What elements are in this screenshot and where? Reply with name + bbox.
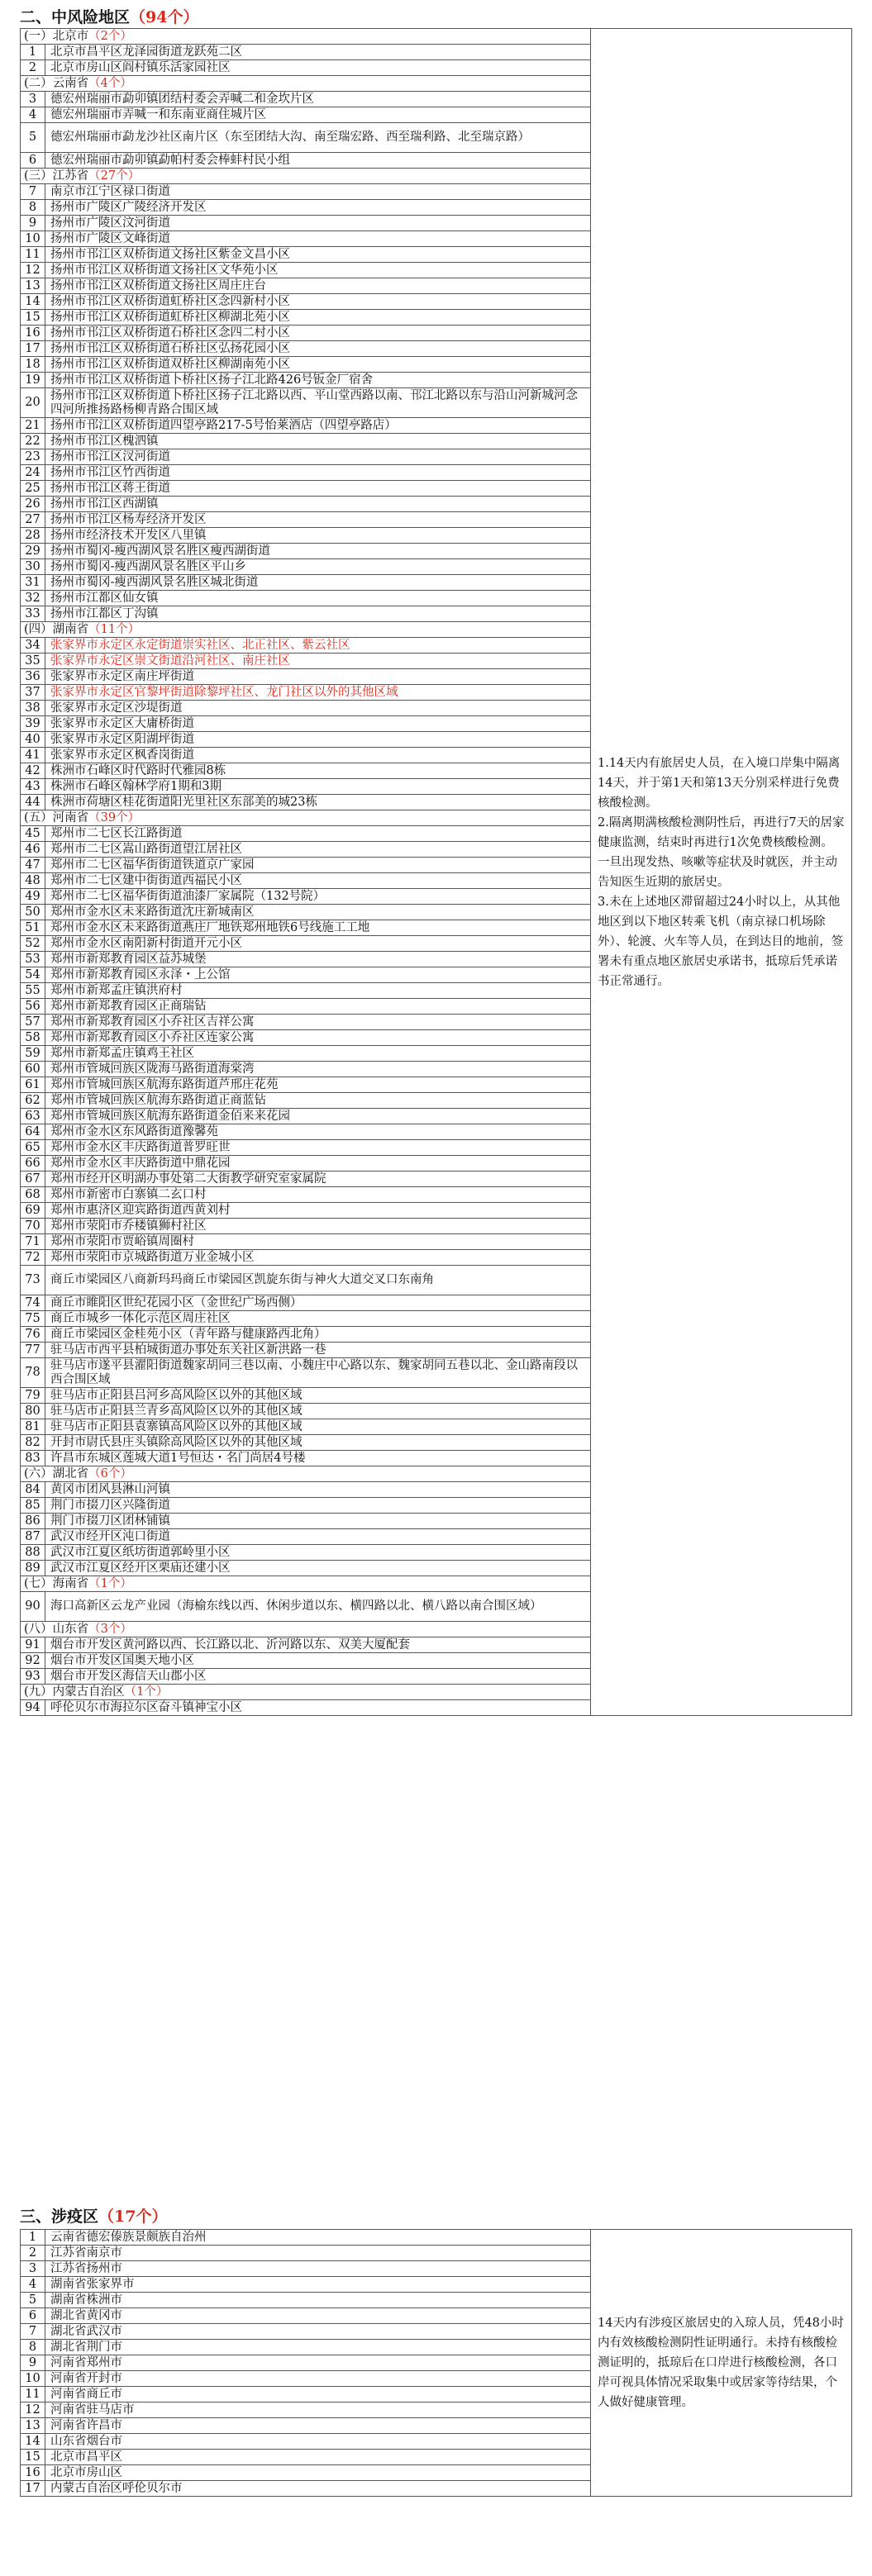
- area-name: 山东省烟台市: [45, 2434, 591, 2450]
- area-name: 扬州市江都区仙女镇: [45, 591, 591, 606]
- row-number: 33: [21, 606, 45, 622]
- row-number: 84: [21, 1482, 45, 1498]
- area-name: 张家界市永定区大庸桥街道: [45, 716, 591, 732]
- area-name: 郑州市金水区未来路街道燕庄厂地铁郑州地铁6号线施工工地: [45, 920, 591, 936]
- row-number: 35: [21, 654, 45, 669]
- row-number: 30: [21, 559, 45, 575]
- row-number: 78: [21, 1358, 45, 1388]
- row-number: 3: [21, 92, 45, 107]
- area-name: 郑州市金水区丰庆路街道普罗旺世: [45, 1140, 591, 1156]
- area-name: 武汉市经开区沌口街道: [45, 1529, 591, 1545]
- policy-note: 2.隔离期满核酸检测阴性后，再进行7天的居家健康监测，结束时再进行1次免费核酸检测。一旦出现发热、咳嗽等症状及时就医，并主动告知医生近期的旅居史。: [598, 815, 845, 889]
- row-number: 89: [21, 1561, 45, 1576]
- area-name: 郑州市新郑孟庄镇洪府村: [45, 983, 591, 999]
- area-name: 商丘市城乡一体化示范区周庄社区: [45, 1311, 591, 1327]
- area-name: 扬州市广陵区文峰街道: [45, 231, 591, 247]
- row-number: 8: [21, 2340, 45, 2355]
- group-count: （11个）: [88, 622, 141, 636]
- area-name: 驻马店市正阳县吕河乡高风险区以外的其他区域: [45, 1388, 591, 1404]
- row-number: 65: [21, 1140, 45, 1156]
- area-name: 张家界市永定区沙堤街道: [45, 701, 591, 716]
- area-name: 荆门市掇刀区兴隆街道: [45, 1498, 591, 1514]
- row-number: 49: [21, 889, 45, 905]
- group-header: [21, 1576, 591, 1592]
- area-name: 张家界市永定区崇文街道沿河社区、南庄社区: [45, 654, 591, 669]
- row-number: 47: [21, 858, 45, 873]
- area-name: 北京市房山区阎村镇乐活家园社区: [45, 60, 591, 76]
- area-name: 株洲市石峰区翰林学府1期和3期: [45, 779, 591, 795]
- row-number: 31: [21, 575, 45, 591]
- row-number: 12: [21, 263, 45, 278]
- row-number: 83: [21, 1451, 45, 1466]
- group-header: [21, 29, 591, 45]
- row-number: 4: [21, 2277, 45, 2293]
- row-number: 13: [21, 278, 45, 294]
- row-number: 45: [21, 826, 45, 842]
- group-count: （1个）: [124, 1685, 169, 1699]
- area-name: 湖北省黄冈市: [45, 2308, 591, 2324]
- group-header: [21, 622, 591, 638]
- group-label: (九）内蒙古自治区: [24, 1685, 125, 1699]
- row-number: 70: [21, 1219, 45, 1234]
- area-name: 扬州市邗江区蒋王街道: [45, 481, 591, 497]
- row-number: 15: [21, 2450, 45, 2465]
- area-name: 河南省商丘市: [45, 2387, 591, 2403]
- area-name: 扬州市邗江区双桥街道双桥社区柳湖南苑小区: [45, 357, 591, 373]
- row-number: 41: [21, 748, 45, 763]
- row-number: 7: [21, 184, 45, 200]
- area-name: 扬州市邗江区槐泗镇: [45, 434, 591, 449]
- row-number: 3: [21, 2261, 45, 2277]
- row-number: 12: [21, 2403, 45, 2418]
- area-name: 郑州市新密市白寨镇二玄口村: [45, 1187, 591, 1203]
- row-number: 67: [21, 1172, 45, 1187]
- row-number: 29: [21, 544, 45, 559]
- group-count: （6个）: [88, 1466, 132, 1480]
- area-name: 扬州市经济技术开发区八里镇: [45, 528, 591, 544]
- epidemic-title: 三、涉疫区: [20, 2208, 99, 2226]
- area-name: 河南省开封市: [45, 2371, 591, 2387]
- mid-risk-section-title: [20, 5, 198, 27]
- mid-risk-title: 二、中风险地区: [20, 8, 131, 26]
- group-count: （3个）: [88, 1622, 132, 1636]
- row-number: 88: [21, 1545, 45, 1561]
- row-number: 68: [21, 1187, 45, 1203]
- group-header-row: [21, 29, 852, 45]
- area-name: 开封市尉氏县庄头镇除高风险区以外的其他区域: [45, 1435, 591, 1451]
- row-number: 21: [21, 418, 45, 434]
- row-number: 17: [21, 341, 45, 357]
- row-number: 22: [21, 434, 45, 449]
- area-name: 郑州市管城回族区陇海马路街道海棠湾: [45, 1062, 591, 1077]
- area-name: 张家界市永定区阳湖坪街道: [45, 732, 591, 748]
- area-name: 郑州市二七区福华街街道油漆厂家属院（132号院）: [45, 889, 591, 905]
- row-number: 85: [21, 1498, 45, 1514]
- row-number: 52: [21, 936, 45, 952]
- row-number: 50: [21, 905, 45, 920]
- row-number: 42: [21, 763, 45, 779]
- area-name: 湖南省张家界市: [45, 2277, 591, 2293]
- row-number: 26: [21, 497, 45, 512]
- group-label: (五）河南省: [24, 810, 89, 825]
- row-number: 76: [21, 1327, 45, 1343]
- area-name: 武汉市江夏区经开区栗庙还建小区: [45, 1561, 591, 1576]
- row-number: 53: [21, 952, 45, 967]
- row-number: 27: [21, 512, 45, 528]
- row-number: 87: [21, 1529, 45, 1545]
- area-name: 扬州市江都区丁沟镇: [45, 606, 591, 622]
- row-number: 13: [21, 2418, 45, 2434]
- area-name: 湖北省武汉市: [45, 2324, 591, 2340]
- row-number: 36: [21, 669, 45, 685]
- row-number: 46: [21, 842, 45, 858]
- area-name: 德宏州瑞丽市弄喊一和东南亚商住城片区: [45, 107, 591, 123]
- group-label: (六）湖北省: [24, 1466, 89, 1480]
- area-name: 扬州市广陵区广陵经济开发区: [45, 200, 591, 216]
- area-name: 荆门市掇刀区团林铺镇: [45, 1514, 591, 1529]
- area-name: 商丘市梁园区八商新玛玛商丘市梁园区凯旋东街与神火大道交叉口东南角: [45, 1266, 591, 1295]
- row-number: 14: [21, 294, 45, 310]
- area-name: 湖北省荆门市: [45, 2340, 591, 2355]
- row-number: 9: [21, 2355, 45, 2371]
- epidemic-section-title: [20, 2204, 167, 2227]
- area-name: 内蒙古自治区呼伦贝尔市: [45, 2481, 591, 2497]
- group-header: [21, 810, 591, 826]
- group-header: [21, 169, 591, 184]
- area-name: 郑州市管城回族区航海东路街道正商蓝钻: [45, 1093, 591, 1109]
- policy-note: 3.未在上述地区滞留超过24小时以上，从其他地区到以下地区转乘飞机（南京禄口机场除外）、轮渡、火车等人员，在到达目的地前，签署未有重点地区旅居史承诺书，抵琼后凭承诺书正常通行。: [598, 895, 844, 988]
- row-number: 7: [21, 2324, 45, 2340]
- area-name: 郑州市新郑教育园区永泽・上公馆: [45, 967, 591, 983]
- area-name: 郑州市荥阳市贾峪镇周圈村: [45, 1234, 591, 1250]
- group-header: [21, 1466, 591, 1482]
- area-name: 云南省德宏傣族景颇族自治州: [45, 2230, 591, 2246]
- area-name: 扬州市邗江区双桥街道四望亭路217-5号怡莱酒店（四望亭路店）: [45, 418, 591, 434]
- area-name: 株洲市荷塘区桂花街道阳光里社区东部美的城23栋: [45, 795, 591, 810]
- row-number: 79: [21, 1388, 45, 1404]
- area-name: 驻马店市遂平县濯阳街道魏家胡同三巷以南、小魏庄中心路以东、魏家胡同五巷以北、金山路南段以西合围区域: [45, 1358, 591, 1388]
- area-name: 郑州市新郑教育园区小乔社区连家公寓: [45, 1030, 591, 1046]
- epidemic-count: （17个）: [98, 2208, 168, 2226]
- row-number: 23: [21, 449, 45, 465]
- row-number: 75: [21, 1311, 45, 1327]
- group-label: (八）山东省: [24, 1622, 89, 1636]
- area-name: 扬州市蜀冈-瘦西湖风景名胜区平山乡: [45, 559, 591, 575]
- policy-notes: [591, 29, 852, 1716]
- row-number: 92: [21, 1653, 45, 1669]
- group-header: [21, 76, 591, 92]
- row-number: 54: [21, 967, 45, 983]
- row-number: 74: [21, 1295, 45, 1311]
- area-name: 扬州市邗江区双桥街道石桥社区念四二村小区: [45, 326, 591, 341]
- area-name: 扬州市邗江区汊河街道: [45, 449, 591, 465]
- area-name: 郑州市新郑教育园区益苏城堡: [45, 952, 591, 967]
- policy-note: 1.14天内有旅居史人员，在入境口岸集中隔离14天，并于第1天和第13天分别采样进行免费核酸检测。: [598, 756, 841, 810]
- row-number: 59: [21, 1046, 45, 1062]
- row-number: 11: [21, 2387, 45, 2403]
- area-name: 郑州市金水区南阳新村街道开元小区: [45, 936, 591, 952]
- group-count: （2个）: [88, 29, 132, 43]
- area-name: 许昌市东城区莲城大道1号恒达・名门尚居4号楼: [45, 1451, 591, 1466]
- row-number: 57: [21, 1015, 45, 1030]
- area-name: 郑州市管城回族区航海东路街道金佰来来花园: [45, 1109, 591, 1124]
- row-number: 10: [21, 231, 45, 247]
- area-name: 扬州市邗江区双桥街道文扬社区紫金文昌小区: [45, 247, 591, 263]
- area-name: 张家界市永定区官黎坪街道除黎坪社区、龙门社区以外的其他区域: [45, 685, 591, 701]
- row-number: 51: [21, 920, 45, 936]
- row-number: 18: [21, 357, 45, 373]
- row-number: 24: [21, 465, 45, 481]
- row-number: 28: [21, 528, 45, 544]
- area-name: 郑州市金水区丰庆路街道中鼎花园: [45, 1156, 591, 1172]
- group-label: (三）江苏省: [24, 169, 89, 183]
- row-number: 86: [21, 1514, 45, 1529]
- area-name: 郑州市荥阳市京城路街道万业金城小区: [45, 1250, 591, 1266]
- row-number: 6: [21, 2308, 45, 2324]
- area-name: 郑州市二七区长江路街道: [45, 826, 591, 842]
- area-name: 武汉市江夏区纸坊街道郭岭里小区: [45, 1545, 591, 1561]
- mid-risk-count: （94个）: [130, 8, 199, 26]
- row-number: 82: [21, 1435, 45, 1451]
- area-name: 扬州市邗江区竹西街道: [45, 465, 591, 481]
- group-count: （39个）: [88, 810, 141, 825]
- area-name: 湖南省株洲市: [45, 2293, 591, 2308]
- row-number: 2: [21, 60, 45, 76]
- area-name: 扬州市邗江区双桥街道虹桥社区念四新村小区: [45, 294, 591, 310]
- row-number: 6: [21, 153, 45, 169]
- group-count: （1个）: [88, 1576, 132, 1590]
- area-name: 扬州市蜀冈-瘦西湖风景名胜区瘦西湖街道: [45, 544, 591, 559]
- row-number: 56: [21, 999, 45, 1015]
- row-number: 91: [21, 1637, 45, 1653]
- group-label: (七）海南省: [24, 1576, 89, 1590]
- row-number: 17: [21, 2481, 45, 2497]
- row-number: 4: [21, 107, 45, 123]
- row-number: 16: [21, 2465, 45, 2481]
- area-name: 北京市昌平区龙泽园街道龙跃苑二区: [45, 45, 591, 60]
- row-number: 19: [21, 373, 45, 388]
- area-name: 张家界市永定区永定街道崇实社区、北正社区、紫云社区: [45, 638, 591, 654]
- area-name: 烟台市开发区海信天山郡小区: [45, 1669, 591, 1685]
- group-header: [21, 1685, 591, 1700]
- area-name: 扬州市邗江区西湖镇: [45, 497, 591, 512]
- row-number: 69: [21, 1203, 45, 1219]
- area-name: 扬州市蜀冈-瘦西湖风景名胜区城北街道: [45, 575, 591, 591]
- area-name: 江苏省南京市: [45, 2246, 591, 2261]
- area-name: 河南省郑州市: [45, 2355, 591, 2371]
- table-row: [21, 2230, 852, 2246]
- row-number: 77: [21, 1343, 45, 1358]
- row-number: 1: [21, 45, 45, 60]
- row-number: 81: [21, 1419, 45, 1435]
- row-number: 58: [21, 1030, 45, 1046]
- area-name: 郑州市管城回族区航海东路街道芦邢庄花苑: [45, 1077, 591, 1093]
- row-number: 73: [21, 1266, 45, 1295]
- row-number: 60: [21, 1062, 45, 1077]
- area-name: 德宏州瑞丽市勐卯镇团结村委会弄喊二和金坎片区: [45, 92, 591, 107]
- area-name: 郑州市二七区嵩山路街道望江居社区: [45, 842, 591, 858]
- area-name: 张家界市永定区南庄坪街道: [45, 669, 591, 685]
- area-name: 郑州市金水区未来路街道沈庄新城南区: [45, 905, 591, 920]
- row-number: 25: [21, 481, 45, 497]
- area-name: 扬州市邗江区双桥街道石桥社区弘扬花园小区: [45, 341, 591, 357]
- row-number: 64: [21, 1124, 45, 1140]
- area-name: 河南省驻马店市: [45, 2403, 591, 2418]
- area-name: 江苏省扬州市: [45, 2261, 591, 2277]
- row-number: 62: [21, 1093, 45, 1109]
- area-name: 北京市昌平区: [45, 2450, 591, 2465]
- row-number: 72: [21, 1250, 45, 1266]
- area-name: 河南省许昌市: [45, 2418, 591, 2434]
- row-number: 11: [21, 247, 45, 263]
- area-name: 郑州市新郑教育园区正商瑞钻: [45, 999, 591, 1015]
- area-name: 黄冈市团风县淋山河镇: [45, 1482, 591, 1498]
- row-number: 48: [21, 873, 45, 889]
- area-name: 郑州市二七区福华街街道铁道京广家园: [45, 858, 591, 873]
- area-name: 驻马店市正阳县袁寨镇高风险区以外的其他区域: [45, 1419, 591, 1435]
- area-name: 商丘市梁园区金桂苑小区（青年路与健康路西北角）: [45, 1327, 591, 1343]
- row-number: 40: [21, 732, 45, 748]
- row-number: 9: [21, 216, 45, 231]
- row-number: 80: [21, 1404, 45, 1419]
- group-label: (四）湖南省: [24, 622, 89, 636]
- row-number: 90: [21, 1592, 45, 1622]
- area-name: 郑州市荥阳市乔楼镇狮村社区: [45, 1219, 591, 1234]
- area-name: 呼伦贝尔市海拉尔区奋斗镇神宝小区: [45, 1700, 591, 1716]
- area-name: 郑州市新郑教育园区小乔社区吉祥公寓: [45, 1015, 591, 1030]
- row-number: 39: [21, 716, 45, 732]
- area-name: 扬州市邗江区杨寿经济开发区: [45, 512, 591, 528]
- row-number: 1: [21, 2230, 45, 2246]
- area-name: 张家界市永定区枫香岗街道: [45, 748, 591, 763]
- area-name: 南京市江宁区禄口街道: [45, 184, 591, 200]
- area-name: 扬州市邗江区双桥街道文扬社区文华苑小区: [45, 263, 591, 278]
- row-number: 10: [21, 2371, 45, 2387]
- row-number: 43: [21, 779, 45, 795]
- area-name: 海口高新区云龙产业园（海榆东线以西、休闲步道以东、横四路以北、横八路以南合围区域）: [45, 1592, 591, 1622]
- area-name: 扬州市邗江区双桥街道文扬社区周庄庄台: [45, 278, 591, 294]
- mid-risk-table: [20, 28, 852, 1716]
- row-number: 2: [21, 2246, 45, 2261]
- group-label: (一）北京市: [24, 29, 89, 43]
- area-name: 郑州市新郑孟庄镇鸡王社区: [45, 1046, 591, 1062]
- row-number: 20: [21, 388, 45, 418]
- row-number: 66: [21, 1156, 45, 1172]
- epidemic-note: 14天内有涉疫区旅居史的入琼人员，凭48小时内有效核酸检测阴性证明通行。未持有核酸检测证明的，抵琼后在口岸进行核酸检测，各口岸可视具体情况采取集中或居家等待结果，个人做好健康管理。: [591, 2230, 852, 2497]
- area-name: 驻马店市西平县柏城街道办事处东关社区新洪路一巷: [45, 1343, 591, 1358]
- area-name: 北京市房山区: [45, 2465, 591, 2481]
- group-label: (二）云南省: [24, 76, 89, 90]
- epidemic-table: [20, 2229, 852, 2497]
- row-number: 15: [21, 310, 45, 326]
- row-number: 34: [21, 638, 45, 654]
- row-number: 5: [21, 2293, 45, 2308]
- row-number: 55: [21, 983, 45, 999]
- row-number: 16: [21, 326, 45, 341]
- area-name: 驻马店市正阳县兰青乡高风险区以外的其他区域: [45, 1404, 591, 1419]
- area-name: 烟台市开发区国奥天地小区: [45, 1653, 591, 1669]
- group-count: （27个）: [88, 169, 141, 183]
- row-number: 32: [21, 591, 45, 606]
- group-count: （4个）: [88, 76, 132, 90]
- area-name: 德宏州瑞丽市勐龙沙社区南片区（东至团结大沟、南至瑞宏路、西至瑞利路、北至瑞京路）: [45, 123, 591, 153]
- area-name: 株洲市石峰区时代路时代雅园8栋: [45, 763, 591, 779]
- group-header: [21, 1622, 591, 1637]
- row-number: 38: [21, 701, 45, 716]
- row-number: 44: [21, 795, 45, 810]
- area-name: 商丘市睢阳区世纪花园小区（金世纪广场西侧）: [45, 1295, 591, 1311]
- row-number: 71: [21, 1234, 45, 1250]
- area-name: 烟台市开发区黄河路以西、长江路以北、沂河路以东、双美大厦配套: [45, 1637, 591, 1653]
- row-number: 93: [21, 1669, 45, 1685]
- row-number: 37: [21, 685, 45, 701]
- row-number: 14: [21, 2434, 45, 2450]
- area-name: 郑州市惠济区迎宾路街道西黄刘村: [45, 1203, 591, 1219]
- area-name: 德宏州瑞丽市勐卯镇勐帕村委会棒蚌村民小组: [45, 153, 591, 169]
- row-number: 5: [21, 123, 45, 153]
- row-number: 8: [21, 200, 45, 216]
- area-name: 郑州市金水区东风路街道豫馨苑: [45, 1124, 591, 1140]
- area-name: 郑州市经开区明湖办事处第二大街教学研究室家属院: [45, 1172, 591, 1187]
- area-name: 扬州市邗江区双桥街道卜桥社区扬子江北路426号钣金厂宿舍: [45, 373, 591, 388]
- row-number: 94: [21, 1700, 45, 1716]
- area-name: 扬州市广陵区汶河街道: [45, 216, 591, 231]
- area-name: 郑州市二七区建中街街道西福民小区: [45, 873, 591, 889]
- area-name: 扬州市邗江区双桥街道卜桥社区扬子江北路以西、平山堂西路以南、邗江北路以东与沿山河新城河念四河所推扬路杨柳青路合围区域: [45, 388, 591, 418]
- area-name: 扬州市邗江区双桥街道虹桥社区柳湖北苑小区: [45, 310, 591, 326]
- row-number: 63: [21, 1109, 45, 1124]
- row-number: 61: [21, 1077, 45, 1093]
